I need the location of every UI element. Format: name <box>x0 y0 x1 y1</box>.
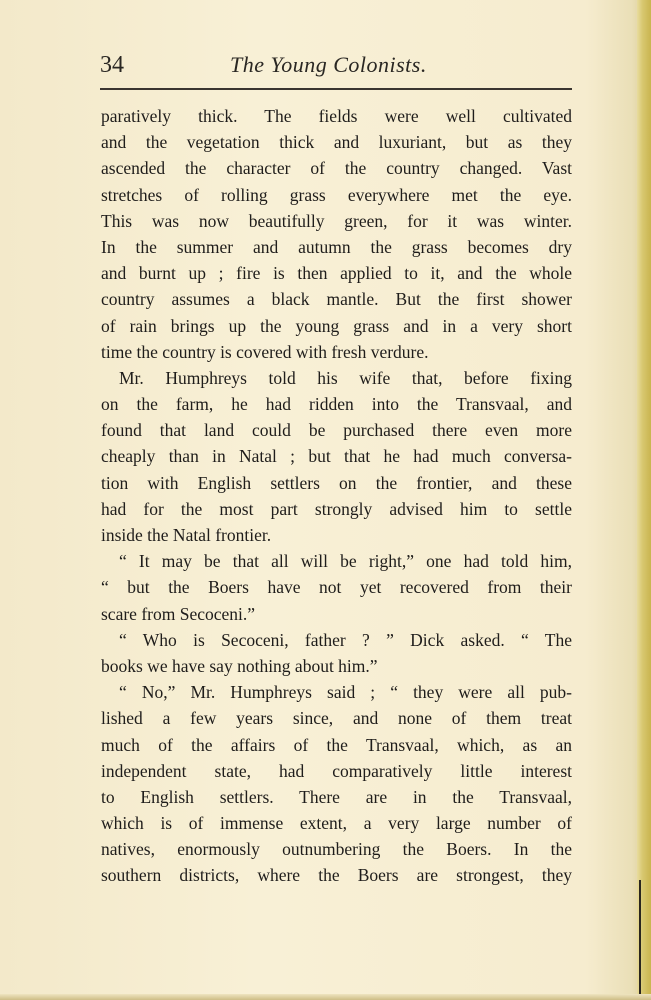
text-line: “ but the Boers have not yet recovered from their <box>101 577 572 598</box>
text-line: natives, enormously outnumbering the Boers. In the <box>101 839 572 860</box>
text-line: ascended the character of the country changed. Vast <box>101 158 572 179</box>
running-head <box>100 52 570 82</box>
text-line: inside the Natal frontier. <box>101 525 272 545</box>
text-line: tion with English settlers on the frontier, and these <box>101 472 572 493</box>
text-line: “ Who is Secoceni, father ? ” Dick asked. “ The <box>119 629 572 650</box>
text-line: on the farm, he had ridden into the Transvaal, and <box>101 394 572 415</box>
text-line: and the vegetation thick and luxuriant, but as they <box>101 132 572 153</box>
text-line: lished a few years since, and none of them treat <box>101 708 572 729</box>
body-text <box>101 103 572 889</box>
text-line: In the summer and autumn the grass becomes dry <box>101 236 572 257</box>
page-edge-shadow-line <box>639 880 641 1000</box>
text-line: country assumes a black mantle. But the first shower <box>101 289 572 310</box>
text-line: scare from Secoceni.” <box>101 603 256 624</box>
page-number: 34 <box>100 52 124 78</box>
text-line: which is of immense extent, a very large number of <box>101 813 572 834</box>
text-line: Mr. Humphreys told his wife that, before fixing <box>119 367 572 388</box>
text-line: books we have say nothing about him.” <box>101 655 378 676</box>
header-rule <box>100 88 572 90</box>
text-line: independent state, had comparatively little interest <box>101 760 572 781</box>
text-line: to English settlers. There are in the Transvaal, <box>101 786 572 807</box>
text-line: of rain brings up the young grass and in a very short <box>101 315 572 336</box>
text-line: time the country is covered with fresh verdure. <box>101 341 429 362</box>
text-line: “ It may be that all will be right,” one had told him, <box>119 551 572 572</box>
text-line: stretches of rolling grass everywhere met the eye. <box>101 184 572 205</box>
text-line: southern districts, where the Boers are strongest, they <box>101 865 572 886</box>
text-line: and burnt up ; fire is then applied to it, and the whole <box>101 263 572 284</box>
text-line: “ No,” Mr. Humphreys said ; “ they were all pub- <box>119 682 572 703</box>
text-line: had for the most part strongly advised him to settle <box>101 498 572 519</box>
book-title: The Young Colonists. <box>230 52 427 77</box>
text-line: This was now beautifully green, for it was winter. <box>101 210 572 231</box>
text-line: much of the affairs of the Transvaal, which, as an <box>101 734 572 755</box>
page-edge-right <box>637 0 651 1000</box>
text-line: paratively thick. The fields were well cultivated <box>101 106 572 126</box>
text-line: cheaply than in Natal ; but that he had much conversa- <box>101 446 572 467</box>
page-edge-bottom <box>0 994 651 1000</box>
text-line: found that land could be purchased there even more <box>101 420 572 441</box>
